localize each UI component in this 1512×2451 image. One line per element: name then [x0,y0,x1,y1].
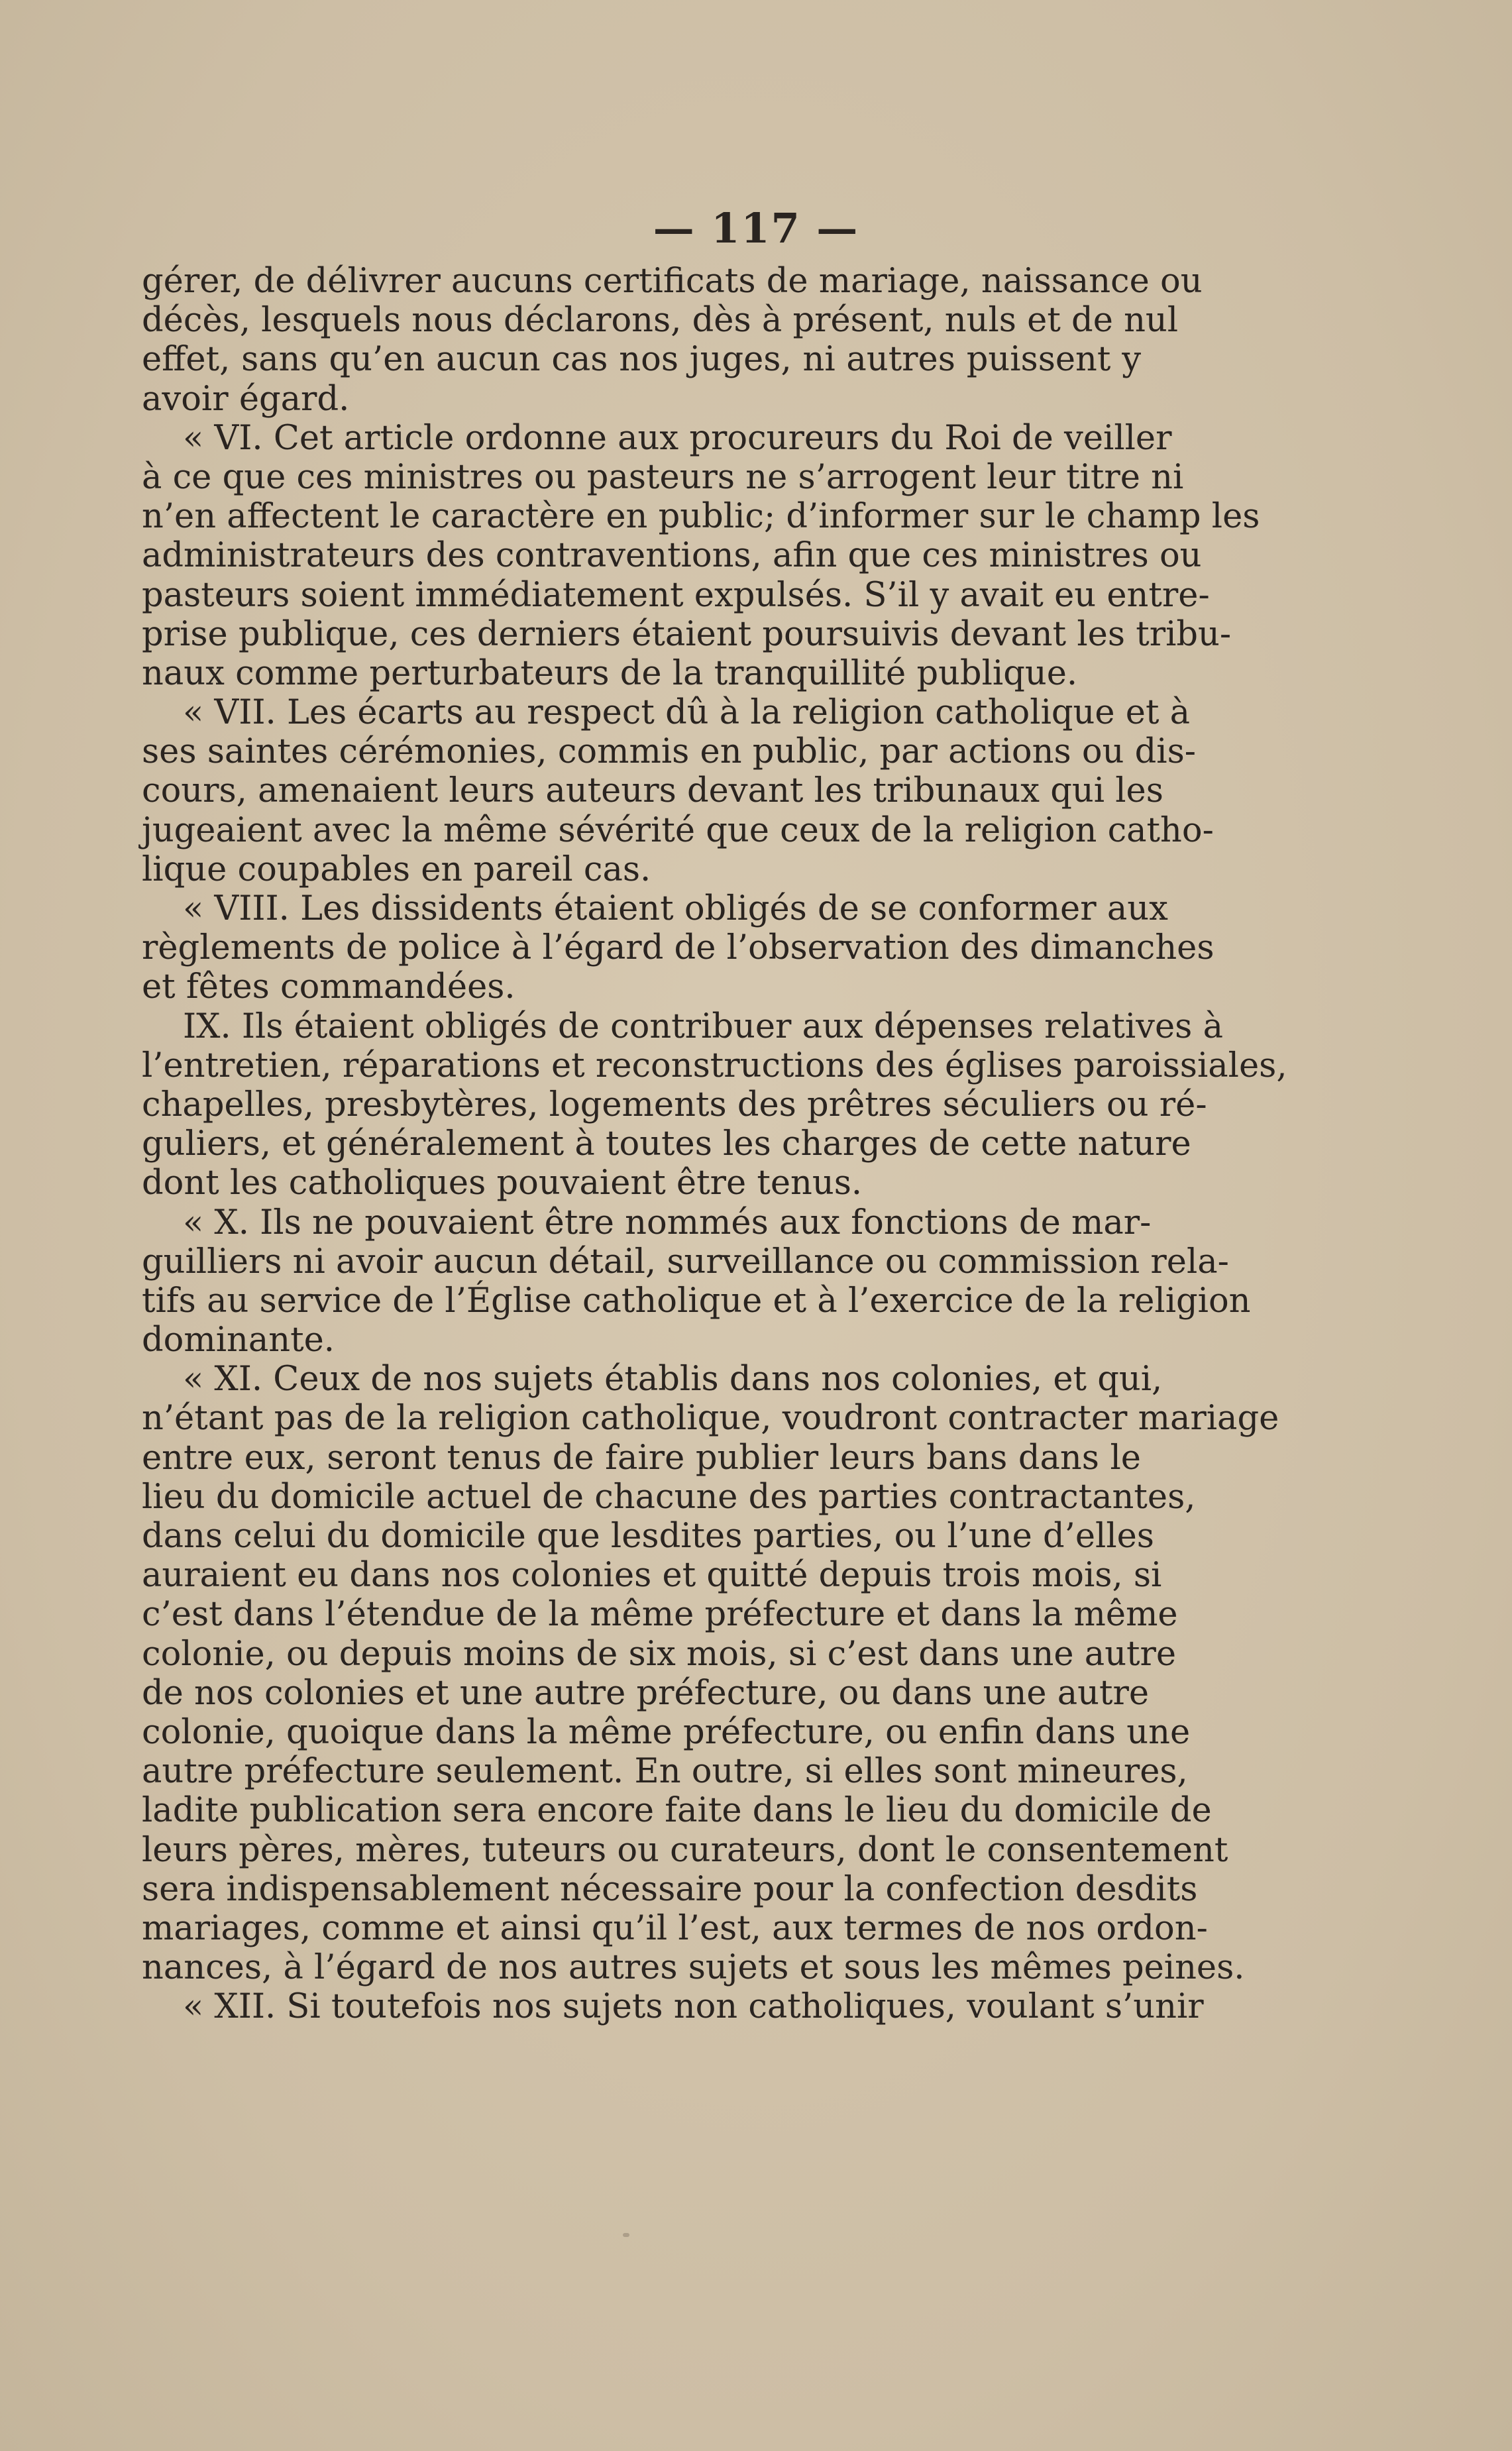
text-line: gérer, de délivrer aucuns certificats de mariage, naissance ou [142,262,1203,301]
text-line: cours, amenaient leurs auteurs devant les tribunaux qui les [142,771,1163,811]
text-line: c’est dans l’étendue de la même préfecture et dans la même [142,1595,1178,1635]
text-line: « XI. Ceux de nos sujets établis dans nos colonies, et qui, [183,1360,1163,1399]
text-line: de nos colonies et une autre préfecture, ou dans une autre [142,1673,1150,1713]
text-line: ladite publication sera encore faite dans le lieu du domicile de [142,1791,1212,1831]
text-line: tifs au service de l’Église catholique et à l’exercice de la religion [142,1281,1251,1321]
text-line: nances, à l’égard de nos autres sujets et sous les mêmes peines. [142,1948,1245,1988]
text-line: naux comme perturbateurs de la tranquillité publique. [142,653,1078,693]
text-line: pasteurs soient immédiatement expulsés. S’il y avait eu entre- [142,575,1210,615]
text-line: prise publique, ces derniers étaient poursuivis devant les tribu- [142,614,1232,654]
text-line: n’étant pas de la religion catholique, voudront contracter mariage [142,1399,1279,1439]
text-line: « VI. Cet article ordonne aux procureurs du Roi de veiller [183,418,1172,458]
text-line: lique coupables en pareil cas. [142,849,651,889]
text-line: « VIII. Les dissidents étaient obligés de se conformer aux [183,889,1168,928]
text-line: administrateurs des contraventions, afin que ces ministres ou [142,536,1202,576]
page-number: — 117 — [653,204,859,252]
text-line: dominante. [142,1321,335,1360]
body-text [142,262,1287,2027]
text-line: dont les catholiques pouvaient être tenus. [142,1164,863,1203]
text-line: leurs pères, mères, tuteurs ou curateurs, dont le consentement [142,1830,1228,1870]
text-line: et fêtes commandées. [142,967,515,1007]
text-line: « X. Ils ne pouvaient être nommés aux fonctions de mar- [183,1203,1152,1242]
text-line: sera indispensablement nécessaire pour la confection desdits [142,1869,1198,1909]
text-line: avoir égard. [142,379,350,419]
text-line: guilliers ni avoir aucun détail, surveillance ou commission rela- [142,1242,1229,1281]
text-line: jugeaient avec la même sévérité que ceux de la religion catho- [142,810,1214,850]
text-line: n’en affectent le caractère en public; d’informer sur le champ les [142,497,1260,537]
text-line: règlements de police à l’égard de l’observation des dimanches [142,928,1215,968]
paper-speck [623,2233,629,2237]
text-line: auraient eu dans nos colonies et quitté depuis trois mois, si [142,1556,1162,1596]
text-line: effet, sans qu’en aucun cas nos juges, ni autres puissent y [142,340,1141,380]
text-line: ses saintes cérémonies, commis en public, par actions ou dis- [142,732,1196,772]
text-line: lieu du domicile actuel de chacune des parties contractantes, [142,1477,1196,1517]
text-line: « VII. Les écarts au respect dû à la religion catholique et à [183,693,1191,733]
text-line: IX. Ils étaient obligés de contribuer aux dépenses relatives à [183,1007,1223,1046]
text-line: dans celui du domicile que lesdites parties, ou l’une d’elles [142,1517,1154,1556]
text-line: colonie, ou depuis moins de six mois, si c’est dans une autre [142,1634,1177,1674]
text-line: guliers, et généralement à toutes les charges de cette nature [142,1124,1191,1164]
text-line: mariages, comme et ainsi qu’il l’est, aux termes de nos ordon- [142,1908,1208,1948]
text-line: chapelles, presbytères, logements des prêtres séculiers ou ré- [142,1085,1207,1124]
text-line: décès, lesquels nous déclarons, dès à présent, nuls et de nul [142,301,1179,341]
text-line: entre eux, seront tenus de faire publier leurs bans dans le [142,1438,1141,1478]
text-line: l’entretien, réparations et reconstructions des églises paroissiales, [142,1046,1287,1085]
text-line: « XII. Si toutefois nos sujets non catholiques, voulant s’unir [183,1987,1204,2027]
text-line: colonie, quoique dans la même préfecture, ou enfin dans une [142,1712,1191,1752]
text-line: autre préfecture seulement. En outre, si elles sont mineures, [142,1752,1188,1792]
text-line: à ce que ces ministres ou pasteurs ne s’arrogent leur titre ni [142,457,1184,497]
